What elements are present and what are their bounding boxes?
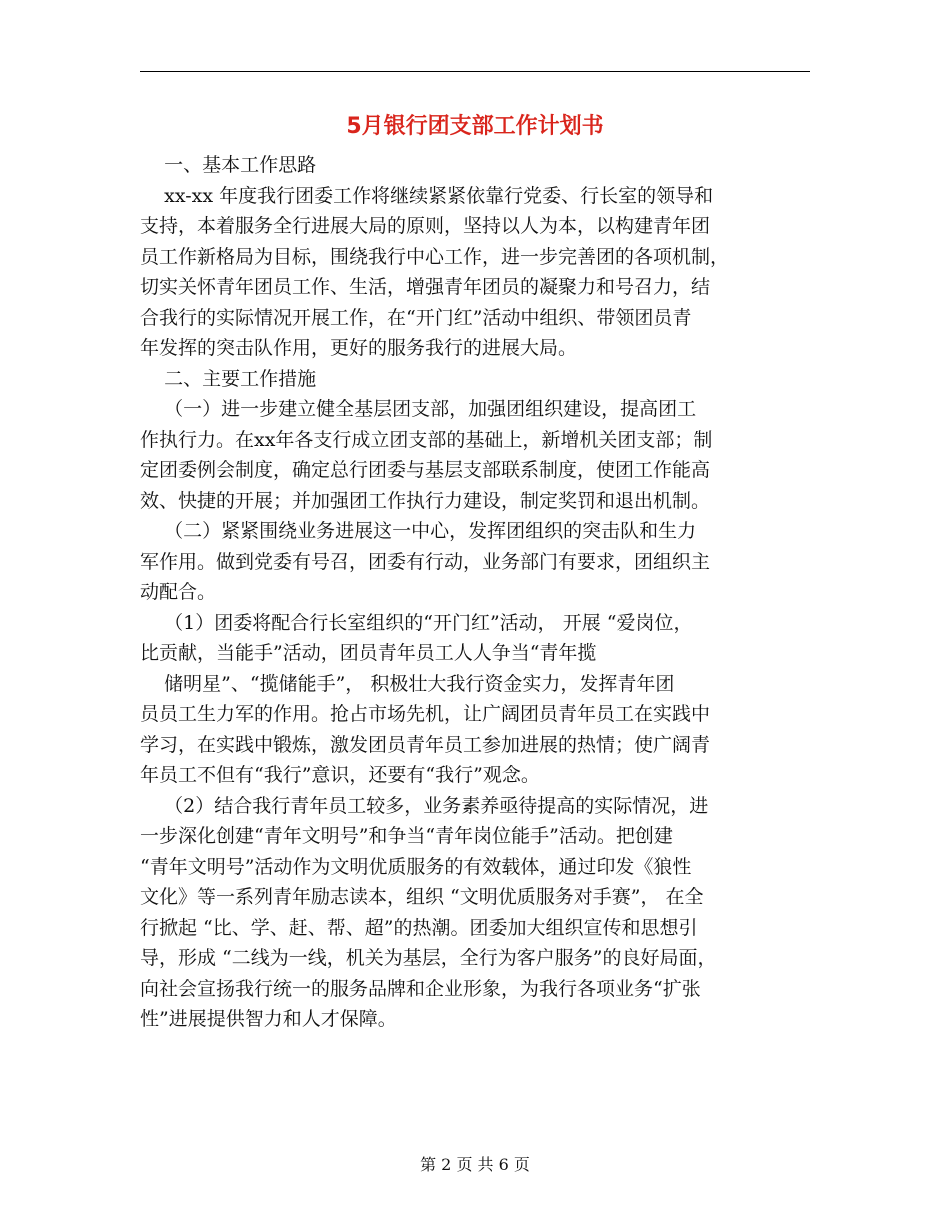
document-title: 5月银行团支部工作计划书: [346, 114, 604, 139]
paragraph-line: “青年文明号”活动作为文明优质服务的有效载体，通过印发《狼性: [140, 855, 692, 878]
header-rule: [140, 71, 810, 72]
paragraph-line: 性”进展提供智力和人才保障。: [140, 1008, 397, 1030]
paragraph-line: 行掀起 “比、学、赶、帮、超”的热潮。团委加大组织宣传和思想引: [140, 916, 698, 939]
paragraph-line: xx-xx 年度我行团委工作将继续紧紧依靠行党委、行长室的领导和: [140, 184, 714, 207]
page-indicator: 第 2 页 共 6 页: [420, 1155, 530, 1174]
paragraph-line: （1）团委将配合行长室组织的“开门红”活动， 开展 “爱岗位，: [140, 611, 693, 634]
paragraph-line: 员工作新格局为目标，围绕我行中心工作，进一步完善团的各项机制，: [140, 245, 730, 268]
paragraph-line: （2）结合我行青年员工较多，业务素养亟待提高的实际情况，进: [140, 794, 709, 817]
paragraph-line: 导，形成 “二线为一线，机关为基层，全行为客户服务”的良好局面，: [140, 947, 717, 969]
paragraph-line: （一）进一步建立健全基层团支部，加强团组织建设，提高团工: [140, 398, 697, 420]
section-heading: 一、基本工作思路: [140, 154, 317, 176]
paragraph-line: 文化》等一系列青年励志读本，组织 “文明优质服务对手赛”， 在全: [140, 886, 704, 908]
paragraph-line: 员员工生力军的作用。抢占市场先机，让广阔团员青年员工在实践中: [140, 703, 711, 725]
paragraph-line: 作执行力。在xx年各支行成立团支部的基础上，新增机关团支部；制: [140, 428, 713, 451]
paragraph-line: （二）紧紧围绕业务进展这一中心，发挥团组织的突击队和生力: [140, 520, 697, 542]
paragraph-line: 定团委例会制度，确定总行团委与基层支部联系制度，使团工作能高: [140, 459, 711, 481]
paragraph-line: 向社会宣扬我行统一的服务品牌和企业形象，为我行各项业务“扩张: [140, 977, 701, 1000]
paragraph-line: 比贡献，当能手”活动，团员青年员工人人争当“青年揽: [140, 642, 597, 664]
paragraph-line: 一步深化创建“青年文明号”和争当“青年岗位能手”活动。把创建: [140, 825, 673, 847]
paragraph-line: 动配合。: [140, 581, 217, 603]
section-heading: 二、主要工作措施: [140, 367, 317, 390]
paragraph-line: 合我行的实际情况开展工作，在“开门红”活动中组织、带领团员青: [140, 306, 692, 329]
paragraph-line: 军作用。做到党委有号召，团委有行动，业务部门有要求，团组织主: [140, 550, 711, 573]
paragraph-line: 切实关怀青年团员工作、生活，增强青年团员的凝聚力和号召力，结: [140, 276, 711, 298]
paragraph-line: 年员工不但有“我行”意识，还要有“我行”观念。: [140, 764, 540, 786]
paragraph-line: 储明星”、“揽储能手”， 积极壮大我行资金实力，发挥青年团: [140, 672, 675, 695]
document-body: [140, 150, 815, 1035]
paragraph-line: 效、快捷的开展；并加强团工作执行力建设，制定奖罚和退出机制。: [140, 489, 711, 512]
paragraph-line: 年发挥的突击队作用，更好的服务我行的进展大局。: [140, 337, 578, 359]
paragraph-line: 支持，本着服务全行进展大局的原则，坚持以人为本，以构建青年团: [140, 215, 711, 237]
paragraph-line: 学习，在实践中锻炼，激发团员青年员工参加进展的热情；使广阔青: [140, 733, 711, 756]
